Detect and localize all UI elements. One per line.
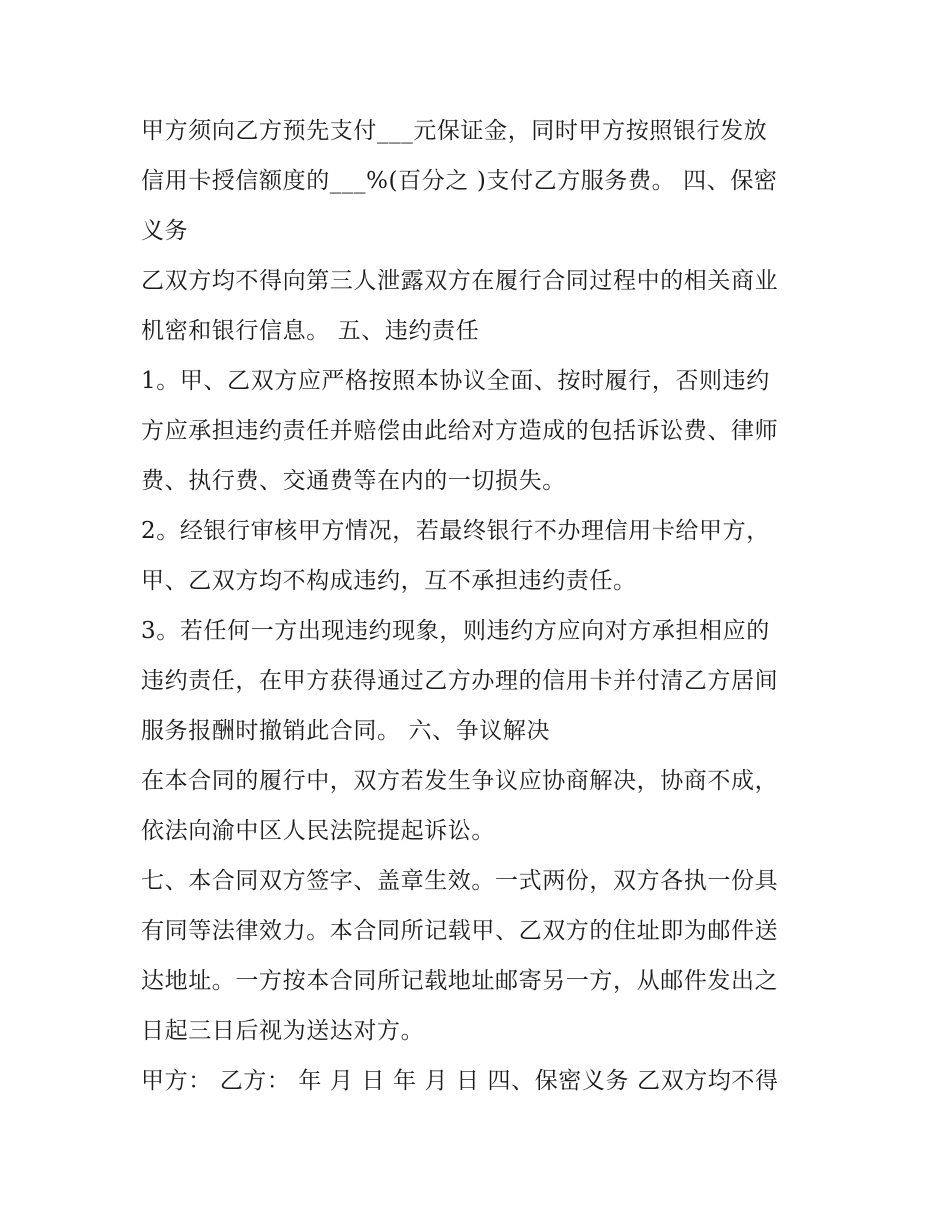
text-line: 3。若任何一方出现违约现象，则违约方应向对方承担相应的 bbox=[141, 618, 770, 644]
text-line: 有同等法律效力。本合同所记载甲、乙双方的住址即为邮件送 bbox=[141, 918, 779, 944]
text-line: 方应承担违约责任并赔偿由此给对方造成的包括诉讼费、律师 bbox=[141, 418, 779, 444]
text-line: 甲、乙双方均不构成违约，互不承担违约责任。 bbox=[141, 568, 637, 594]
text-line: 达地址。一方按本合同所记载地址邮寄另一方，从邮件发出之 bbox=[141, 968, 779, 994]
signature-line: 甲方： 乙方： 年 月 日 年 月 日 四、保密义务 乙双方均不得 bbox=[141, 1068, 779, 1094]
text-line: 机密和银行信息。 五、违约责任 bbox=[141, 318, 480, 344]
text-line: 2。经银行审核甲方情况，若最终银行不办理信用卡给甲方， bbox=[141, 518, 770, 544]
text-line: 服务报酬时撤销此合同。 六、争议解决 bbox=[141, 718, 551, 744]
text-line: 义务 bbox=[141, 218, 189, 244]
text-line: 七、本合同双方签字、盖章生效。一式两份，双方各执一份具 bbox=[141, 868, 779, 894]
text-line: 1。甲、乙双方应严格按照本协议全面、按时履行，否则违约 bbox=[141, 368, 770, 394]
text-line: 违约责任，在甲方获得通过乙方办理的信用卡并付清乙方居间 bbox=[141, 668, 779, 694]
text-line: 乙双方均不得向第三人泄露双方在履行合同过程中的相关商业 bbox=[141, 268, 779, 294]
text-line: 甲方须向乙方预先支付___元保证金，同时甲方按照银行发放 bbox=[141, 118, 768, 144]
text-line: 信用卡授信额度的___%(百分之 )支付乙方服务费。 四、保密 bbox=[141, 168, 778, 194]
text-line: 费、执行费、交通费等在内的一切损失。 bbox=[141, 468, 566, 494]
text-line: 在本合同的履行中，双方若发生争议应协商解决，协商不成， bbox=[141, 768, 779, 794]
text-line: 依法向渝中区人民法院提起诉讼。 bbox=[141, 818, 495, 844]
text-line: 日起三日后视为送达对方。 bbox=[141, 1018, 425, 1044]
document-body bbox=[141, 106, 821, 1106]
